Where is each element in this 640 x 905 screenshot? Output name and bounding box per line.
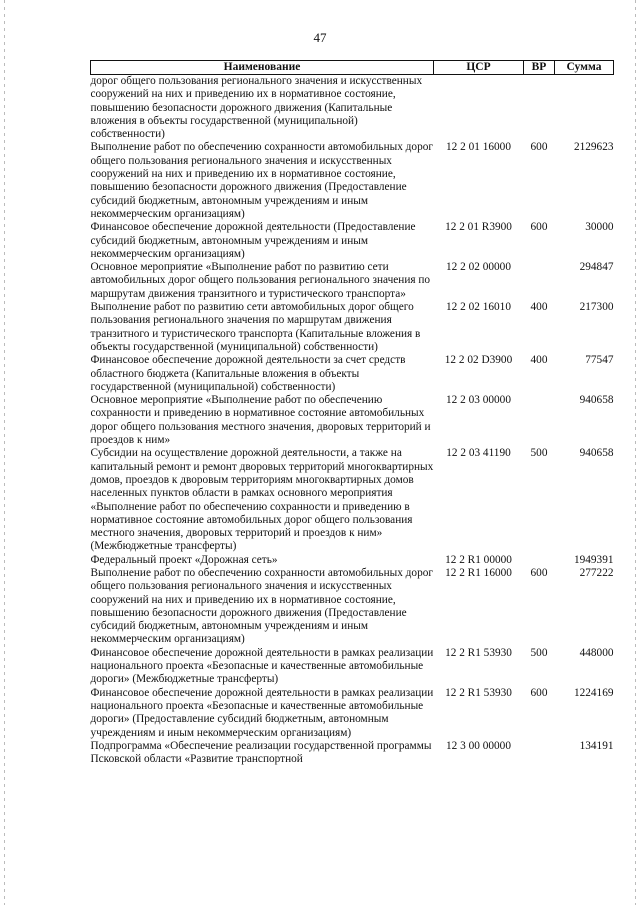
row-name: Выполнение работ по обеспечению сохранности автомобильных дорог общего пользования регионального значения и искусственных сооружений на них и приведению их в нормативное состояние, повышению безопасности дорожного движения (Предоставление субсидий бюджетным, автономным учреждениям и иным некоммерческим организациям) — [90, 566, 434, 646]
row-sum: 448000 — [579, 646, 614, 659]
row-vr: 600 — [530, 566, 548, 579]
row-csr: 12 2 R1 16000 — [445, 566, 512, 579]
row-sum: 217300 — [579, 301, 614, 314]
row-csr: 12 2 03 41190 — [446, 447, 511, 460]
table-row — [91, 554, 614, 567]
header-vr: ВР — [524, 61, 555, 75]
row-name: Субсидии на осуществление дорожной деятельности, а также на капитальный ремонт и ремонт дворовых территорий многоквартирных домов, проездов к дворовым территориям многоквартирных домов населенных пунктов области в рамках основного мероприятия «Выполнение работ по обеспечению сохранности и приведению в нормативное состояние автомобильных дорог общего пользования местного значения, дворовых территорий и проездов к ним» (Межбюджетные трансферты) — [90, 447, 434, 553]
row-name: Основное мероприятие «Выполнение работ по развитию сети автомобильных дорог общего пользования регионального значения по маршрутам движения транзитного и туристического транспорта» — [90, 261, 431, 300]
row-csr: 12 2 R1 53930 — [445, 646, 512, 659]
row-vr: 400 — [530, 301, 548, 314]
row-vr — [524, 75, 555, 142]
table-row — [91, 394, 614, 447]
row-name: Подпрограмма «Обеспечение реализации государственной программы Псковской области «Развитие транспортной — [90, 739, 432, 766]
table-row — [91, 141, 614, 221]
table-row — [91, 447, 614, 553]
row-name: Основное мероприятие «Выполнение работ по обеспечению сохранности и приведению в нормативное состояние автомобильных дорог общего пользования местного значения, дворовых территорий и проездов к ним» — [90, 394, 431, 447]
row-csr: 12 3 00 00000 — [446, 739, 511, 752]
table-row — [91, 740, 614, 767]
table-header-row — [91, 61, 614, 75]
budget-table — [90, 60, 614, 766]
row-vr: 600 — [530, 686, 548, 699]
table-row — [91, 647, 614, 687]
row-vr — [524, 554, 555, 567]
table-row — [91, 354, 614, 394]
row-vr — [524, 740, 555, 767]
table-row — [91, 221, 614, 261]
row-sum: 134191 — [579, 739, 614, 752]
row-sum: 294847 — [579, 261, 614, 274]
row-name: Федеральный проект «Дорожная сеть» — [90, 553, 278, 566]
row-csr: 12 2 03 00000 — [446, 394, 511, 407]
row-csr: 12 2 01 R3900 — [445, 221, 512, 234]
table-row — [91, 687, 614, 740]
row-csr: 12 2 02 D3900 — [444, 354, 513, 367]
row-sum: 30000 — [585, 221, 614, 234]
row-sum: 77547 — [585, 354, 614, 367]
row-name: Выполнение работ по развитию сети автомобильных дорог общего пользования регионального значения по маршрутам движения транзитного и туристического транспорта (Капитальные вложения в объекты государственной (муниципальной) собственности) — [90, 301, 421, 353]
row-csr: 12 2 R1 53930 — [445, 686, 512, 699]
header-name: Наименование — [91, 61, 434, 75]
row-vr — [524, 261, 555, 301]
table-row — [91, 301, 614, 354]
table-row — [91, 261, 614, 301]
row-csr: 12 2 R1 00000 — [445, 553, 512, 566]
row-sum: 940658 — [579, 394, 614, 407]
header-sum: Сумма — [555, 61, 614, 75]
header-csr: ЦСР — [434, 61, 524, 75]
row-csr: 12 2 02 00000 — [446, 261, 511, 274]
row-sum: 1224169 — [573, 686, 614, 699]
row-name: Финансовое обеспечение дорожной деятельности за счет средств областного бюджета (Капитальные вложения в объекты государственной (муниципальной) собственности) — [90, 354, 406, 393]
scan-edge-left — [4, 0, 5, 905]
row-sum — [555, 75, 614, 142]
page-number: 47 — [313, 30, 327, 45]
row-csr: 12 2 02 16010 — [446, 301, 511, 314]
row-vr: 500 — [530, 646, 548, 659]
row-sum: 1949391 — [573, 553, 614, 566]
scan-edge-right — [635, 0, 636, 905]
row-vr: 400 — [530, 354, 548, 367]
row-csr: 12 2 01 16000 — [446, 141, 511, 154]
row-name: Выполнение работ по обеспечению сохранности автомобильных дорог общего пользования регионального значения и искусственных сооружений на них и приведению их в нормативное состояние, повышению безопасности дорожного движения (Предоставление субсидий бюджетным, автономным учреждениям и иным некоммерческим организациям) — [90, 141, 434, 220]
row-csr — [434, 75, 524, 142]
row-sum: 2129623 — [573, 141, 614, 154]
row-vr: 500 — [530, 447, 548, 460]
row-name: Финансовое обеспечение дорожной деятельности в рамках реализации национального проекта «Безопасные и качественные автомобильные дороги» (Межбюджетные трансферты) — [90, 646, 434, 686]
row-sum: 277222 — [579, 566, 614, 579]
table-row — [91, 567, 614, 647]
table-row — [91, 75, 614, 142]
table-body — [91, 75, 614, 767]
row-vr — [524, 394, 555, 447]
row-name: Финансовое обеспечение дорожной деятельности (Предоставление субсидий бюджетным, автономным учреждениям и иным некоммерческим организациям) — [90, 221, 416, 260]
row-sum: 940658 — [579, 447, 614, 460]
row-name: дорог общего пользования регионального значения и искусственных сооружений на них и приведению их в нормативное состояние, повышению безопасности дорожного движения (Капитальные вложения в объекты государственной (муниципальной) собственности) — [90, 75, 423, 141]
row-vr: 600 — [530, 221, 548, 234]
row-name: Финансовое обеспечение дорожной деятельности в рамках реализации национального проекта «Безопасные и качественные автомобильные дороги» (Предоставление субсидий бюджетным, автономным учреждениям и иным некоммерческим организациям) — [90, 686, 434, 739]
row-vr: 600 — [530, 141, 548, 154]
